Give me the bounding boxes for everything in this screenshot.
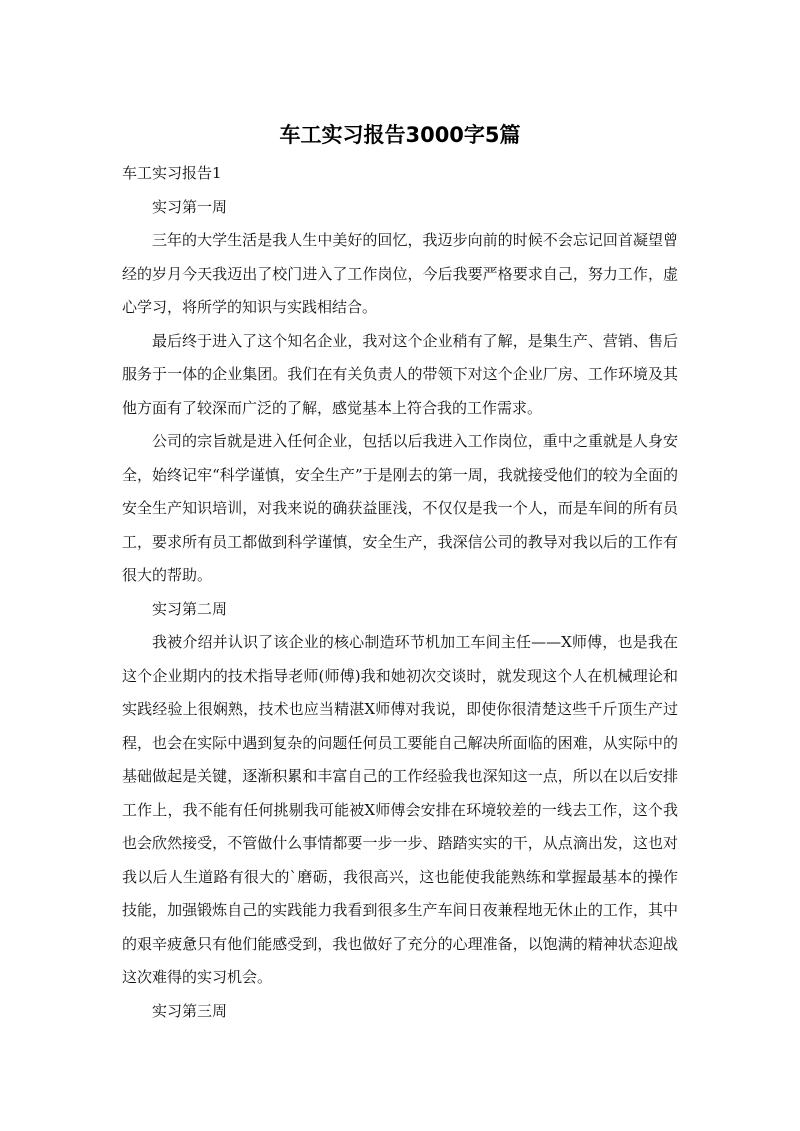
week3-heading: 实习第三周	[152, 1001, 228, 1020]
week1-heading: 实习第一周	[152, 197, 228, 216]
paragraph-1: 三年的大学生活是我人生中美好的回忆，我迈步向前的时候不会忘记回首凝望曾经的岁月今天我迈出了校门进入了工作岗位，今后我要严格要求自己，努力工作，虚心学习，将所学的知识与实践相结合。	[122, 231, 678, 316]
report-label: 车工实习报告1	[122, 164, 222, 182]
paragraph-3: 公司的宗旨就是进入任何企业，包括以后我进入工作岗位，重中之重就是人身安全，始终记牢“科学谨慎，安全生产”于是刚去的第一周，我就接受他们的较为全面的安全生产知识培训，对我来说的确获益匪浅，不仅仅是我一个人，而是车间的所有员工，要求所有员工都做到科学谨慎，安全生产，我深信公司的教导对我以后的工作有很大的帮助。	[122, 432, 678, 584]
paragraph-2: 最后终于进入了这个知名企业，我对这个企业稍有了解，是集生产、营销、售后服务于一体的企业集团。我们在有关负责人的带领下对这个企业厂房、工作环境及其他方面有了较深而广泛的了解，感觉基本上符合我的工作需求。	[122, 331, 678, 417]
document-body	[122, 157, 678, 1028]
document-title: 车工实习报告3000字5篇	[279, 123, 521, 147]
paragraph-4: 我被介绍并认识了该企业的核心制造环节机加工车间主任——X师傅，也是我在这个企业期内的技术指导老师(师傅)我和她初次交谈时，就发现这个人在机械理论和实践经验上很娴熟，技术也应当精湛X师傅对我说，即使你很清楚这些千斤顶生产过程，也会在实际中遇到复杂的问题任何员工要能自己解决所面临的困难，从实际中的基础做起是关键，逐渐积累和丰富自己的工作经验我也深知这一点，所以在以后安排工作上，我不能有任何挑剔我可能被X师傅会安排在环境较差的一线去工作，这个我也会欣然接受，不管做什么事情都要一步一步、踏踏实实的干，从点滴出发，这也对我以后人生道路有很大的`磨砺，我很高兴，这也能使我能熟练和掌握最基本的操作技能，加强锻炼自己的实践能力我看到很多生产车间日夜兼程地无休止的工作，其中的艰辛疲惫只有他们能感受到，我也做好了充分的心理准备，以饱满的精神状态迎战这次难得的实习机会。	[122, 633, 678, 986]
week2-heading: 实习第二周	[152, 599, 228, 618]
